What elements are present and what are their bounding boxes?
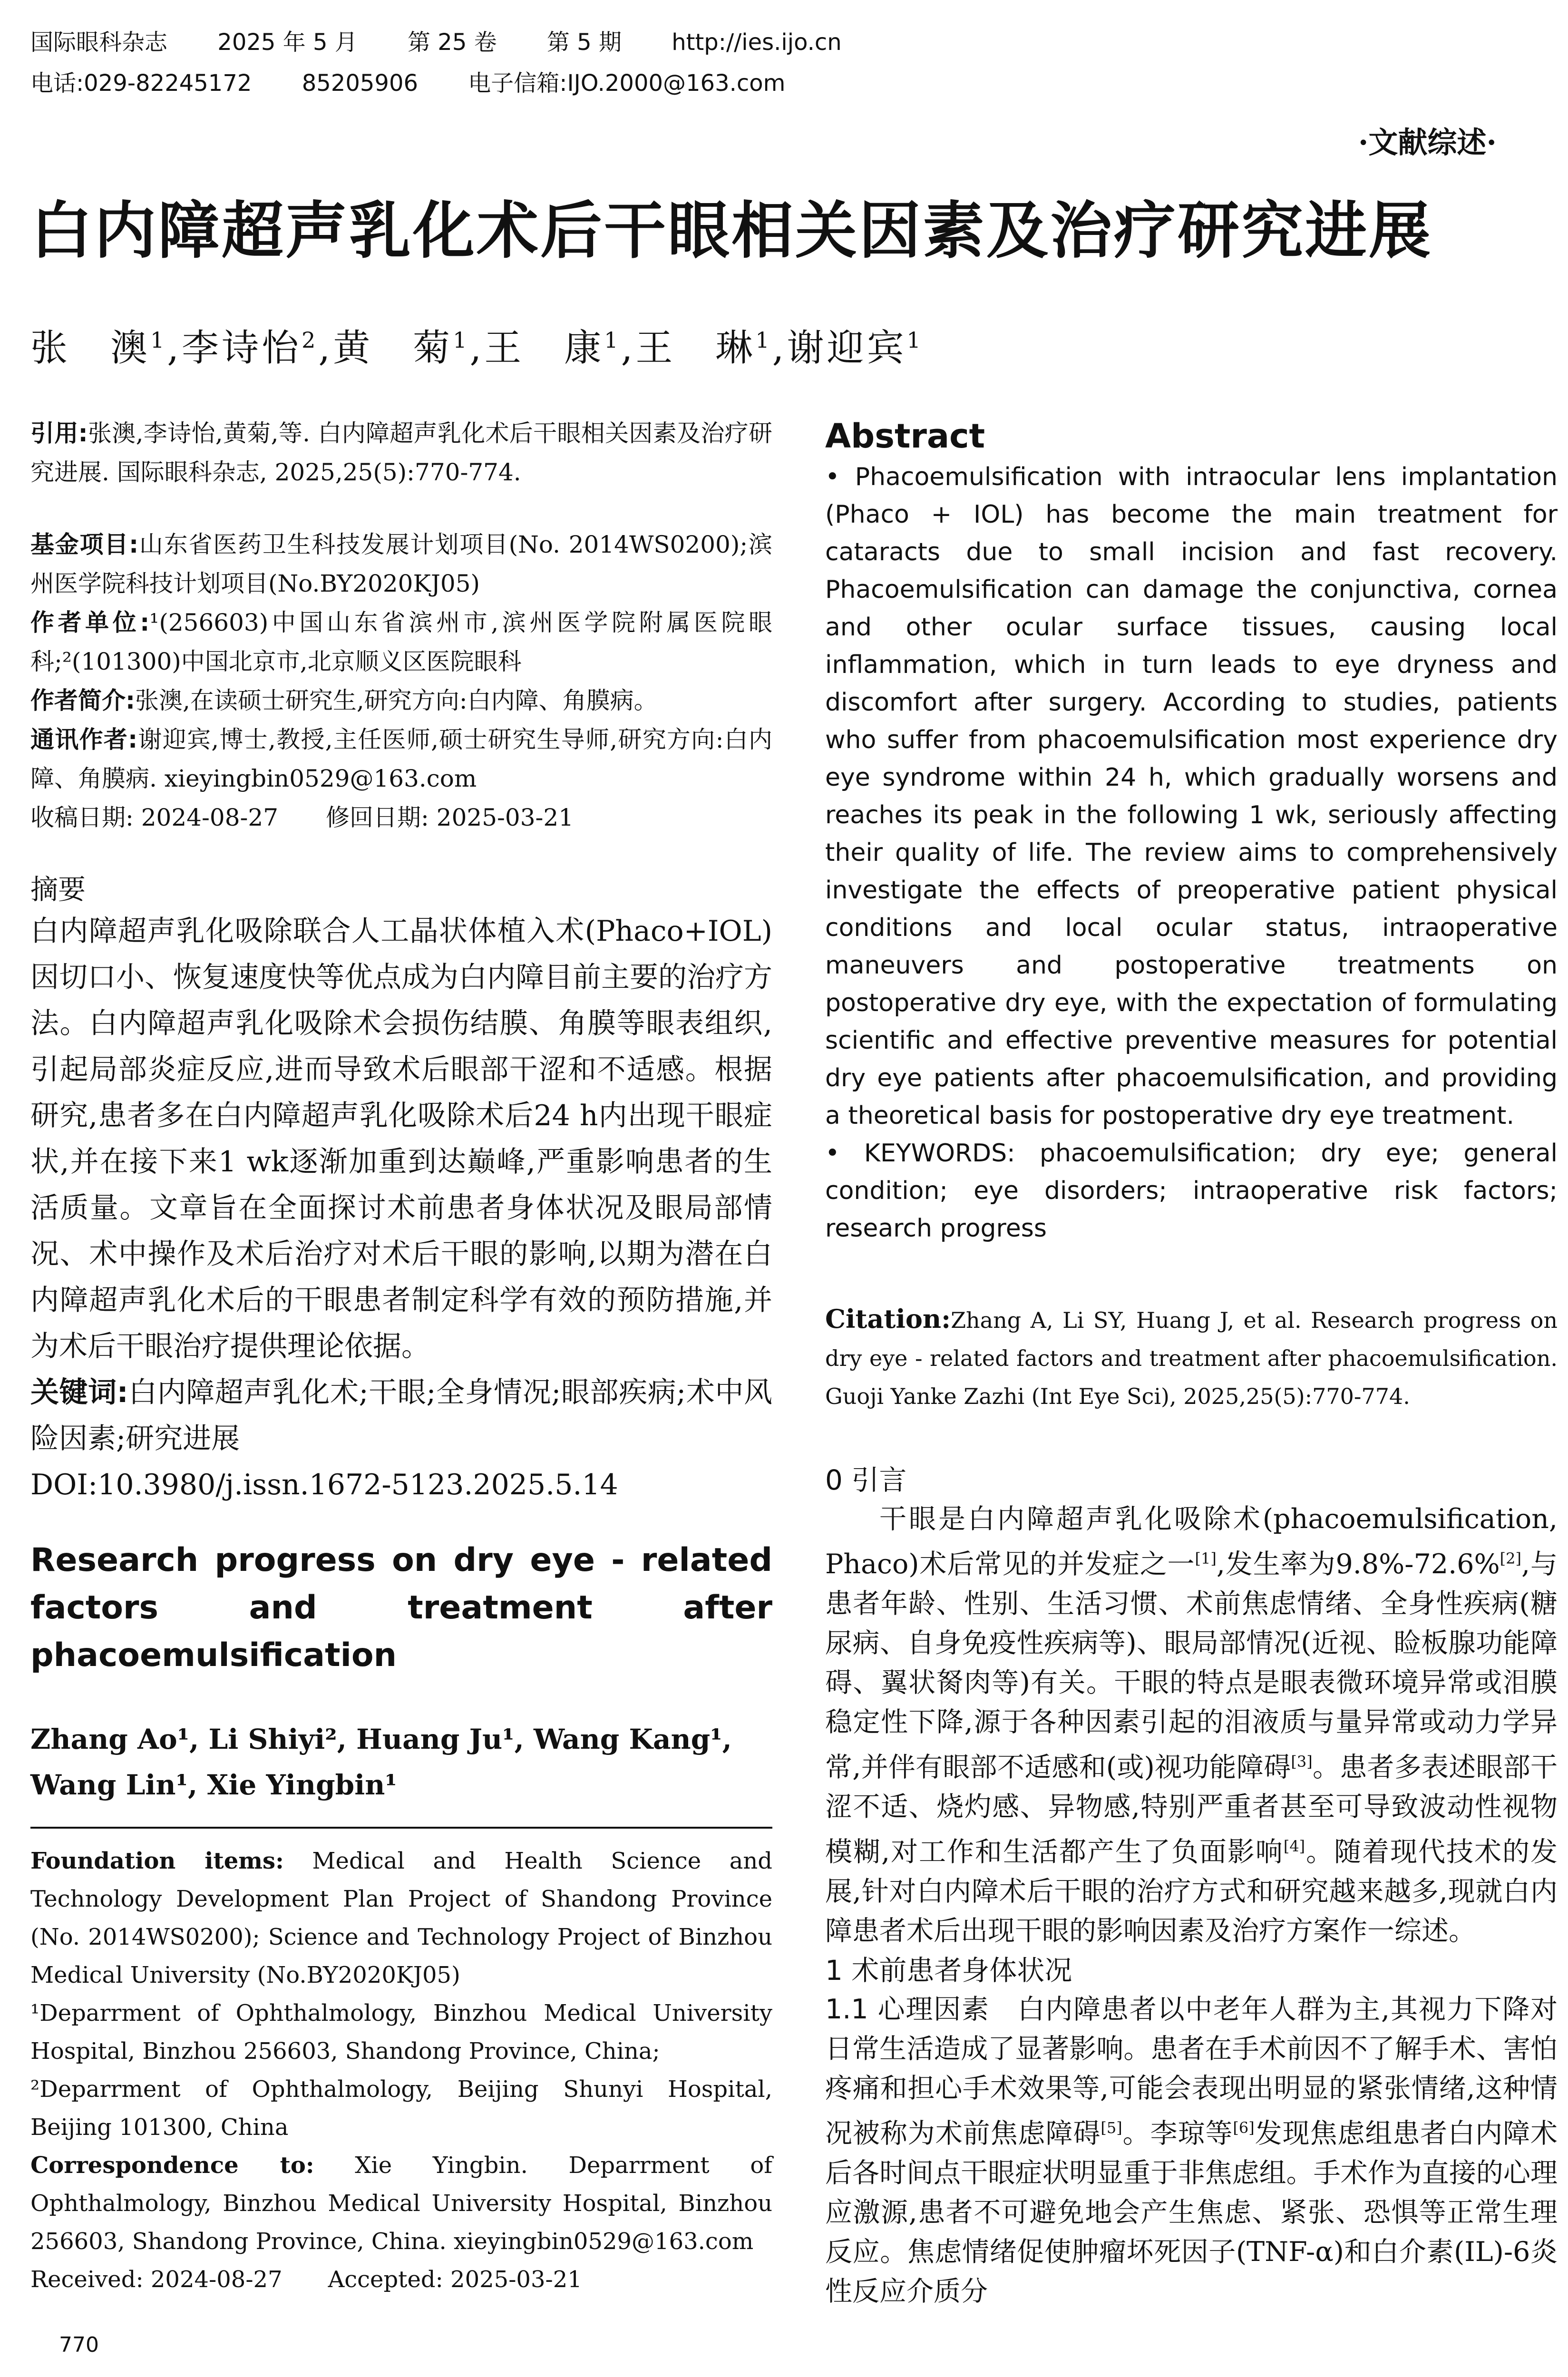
journal-url[interactable]: http://ies.ijo.cn bbox=[672, 29, 842, 56]
author-affiliation: 1 bbox=[453, 327, 470, 353]
citation-en-label: Citation: bbox=[825, 1304, 951, 1334]
page-number: 770 bbox=[59, 2333, 99, 2357]
volume: 第 25 卷 bbox=[408, 29, 497, 56]
author: 张 澳 bbox=[30, 327, 151, 370]
corr-text: 谢迎宾,博士,教授,主任医师,硕士研究生导师,研究方向:白内障、角膜病. xieyingbin0529@163.com bbox=[30, 726, 773, 792]
keywords-cn-label: 关键词: bbox=[30, 1376, 128, 1409]
abstract-cn-section bbox=[30, 870, 772, 1508]
author-list: 张 澳$^1$,李诗怡$^2$,黄 菊$^1$,王 康$^1$,王 琳$^1$,谢迎宾$^1$ bbox=[30, 327, 924, 370]
fund-info bbox=[30, 525, 772, 603]
bio-info bbox=[30, 681, 772, 720]
divider bbox=[30, 1827, 772, 1829]
journal-header-line-2 bbox=[30, 63, 885, 104]
fund-label: 基金项目: bbox=[30, 531, 139, 558]
intro-text: ,与患者年龄、性别、生活习惯、术前焦虑情绪、全身性疾病(糖尿病、自身免疫性疾病等)、眼局部情况(近视、睑板腺功能障碍、翼状胬肉等)有关。干眼的特点是眼表微环境异常或泪膜稳定性下降,源于各种因素引起的泪液质与量异常或动力学异常,并伴有眼部不适感和(或)视功能障碍 bbox=[825, 1549, 1558, 1783]
received-dates: 收稿日期: 2024-08-27 修回日期: 2025-03-21 bbox=[30, 804, 574, 831]
fund-text: 山东省医药卫生科技发展计划项目(No. 2014WS0200);滨州医学院科技计划项目(No.BY2020KJ05) bbox=[30, 531, 772, 597]
corr-label: 通讯作者: bbox=[30, 726, 138, 753]
article-title: 白内障超声乳化术后干眼相关因素及治疗研究进展 bbox=[30, 195, 1433, 267]
abstract-en-heading: Abstract bbox=[825, 417, 985, 456]
en-aff-2: ²Deparrment of Ophthalmology, Beijing Shunyi Hospital, Beijing 101300, China bbox=[30, 2076, 772, 2141]
en-corr bbox=[30, 2146, 772, 2260]
author: 谢迎宾 bbox=[787, 327, 907, 370]
author: 王 琳 bbox=[635, 327, 756, 370]
section-text: 。李琼等 bbox=[1122, 2118, 1233, 2149]
intro-paragraph bbox=[825, 1500, 1558, 1951]
intro-text: 干眼是白内障超声乳化吸除术(phacoemulsification, Phaco)术后常见的并发症之一 bbox=[825, 1503, 1558, 1580]
english-info bbox=[30, 1842, 772, 2299]
section-text: 发现焦虑组患者白内障术后各时间点干眼症状明显重于非焦虑组。手术作为直接的心理应激源,患者不可避免地会产生焦虑、紧张、恐惧等正常生理反应。焦虑情绪促使肿瘤坏死因子(TNF-α)和白介素(IL)-6炎性反应介质分 bbox=[825, 2118, 1558, 2307]
section-1-1-paragraph bbox=[825, 1990, 1558, 2311]
section-tag: ·文献综述· bbox=[1358, 125, 1497, 160]
keywords-en: • KEYWORDS: phacoemulsification; dry eye; general condition; eye disorders; intraoperative risk factors; research progress bbox=[825, 1139, 1558, 1243]
reference-mark[interactable]: [2] bbox=[1500, 1549, 1521, 1568]
author-affiliation: 1 bbox=[906, 327, 924, 353]
en-dates: Received: 2024-08-27 Accepted: 2025-03-21 bbox=[30, 2266, 582, 2293]
intro-text: 。随着现代技术的发展,针对白内障术后干眼的治疗方式和研究越来越多,现就白内障患者术后出现干眼的影响因素及治疗方案作一综述。 bbox=[825, 1836, 1558, 1947]
right-column bbox=[825, 414, 1558, 2311]
en-aff-1: ¹Deparrment of Ophthalmology, Binzhou Medical University Hospital, Binzhou 256603, Shandong Province, China; bbox=[30, 2000, 772, 2065]
citation-en bbox=[825, 1300, 1558, 1415]
abstract-en-text: • Phacoemulsification with intraocular lens implantation (Phaco + IOL) has become the main treatment for cataracts due to small incision and fast recovery. Phacoemulsification can damage the conjunctiva, cornea and other ocular surface tissues, causing local inflammation, which in turn leads to eye dryness and discomfort after surgery. According to studies, patients who suffer from phacoemulsification most experience dry eye syndrome within 24 h, which gradually worsens and reaches its peak in the following 1 wk, seriously affecting their quality of life. The review aims to comprehensively investigate the effects of preoperative patient physical conditions and local ocular status, intraoperative maneuvers and postoperative treatments on postoperative dry eye, with the expectation of formulating scientific and effective preventive measures for potential dry eye patients after phacoemulsification, and providing a theoretical basis for postoperative dry eye treatment. bbox=[825, 463, 1558, 1130]
author-affiliation: 1 bbox=[755, 327, 772, 353]
left-column bbox=[30, 414, 772, 2299]
section-1-1-heading: 1.1 心理因素 bbox=[825, 1994, 990, 2025]
citation-cn bbox=[30, 414, 772, 492]
citation-cn-label: 引用: bbox=[30, 419, 88, 447]
journal-header bbox=[30, 22, 885, 104]
citation-cn-text: 张澳,李诗怡,黄菊,等. 白内障超声乳化术后干眼相关因素及治疗研究进展. 国际眼科杂志, 2025,25(5):770-774. bbox=[30, 419, 773, 486]
phone-2: 85205906 bbox=[302, 70, 419, 97]
reference-mark[interactable]: [4] bbox=[1283, 1837, 1305, 1855]
section-text: 白内障患者以中老年人群为主,其视力下降对日常生活造成了显著影响。患者在手术前因不了解手术、害怕疼痛和担心手术效果等,可能会表现出明显的紧张情绪,这种情况被称为术前焦虑障碍 bbox=[825, 1994, 1558, 2149]
intro-heading: 0 引言 bbox=[825, 1464, 907, 1496]
reference-mark[interactable]: [6] bbox=[1233, 2119, 1255, 2137]
bio-text: 张澳,在读硕士研究生,研究方向:白内障、角膜病。 bbox=[135, 687, 658, 714]
unit-info bbox=[30, 603, 772, 681]
reference-mark[interactable]: [3] bbox=[1291, 1753, 1313, 1771]
abstract-cn-text: 白内障超声乳化吸除联合人工晶状体植入术(Phaco+IOL)因切口小、恢复速度快等优点成为白内障目前主要的治疗方法。白内障超声乳化吸除术会损伤结膜、角膜等眼表组织,引起局部炎症反应,进而导致术后眼部干涩和不适感。根据研究,患者多在白内障超声乳化吸除术后24 h内出现干眼症状,并在接下来1 wk逐渐加重到达巅峰,严重影响患者的生活质量。文章旨在全面探讨术前患者身体状况及眼局部情况、术中操作及术后治疗对术后干眼的影响,以期为潜在白内障超声乳化术后的干眼患者制定科学有效的预防措施,并为术后干眼治疗提供理论依据。 bbox=[30, 915, 772, 1363]
en-fund bbox=[30, 1842, 772, 1994]
keywords-cn bbox=[30, 1370, 772, 1462]
bio-label: 作者简介: bbox=[30, 687, 135, 714]
english-title: Research progress on dry eye - related factors and treatment after phacoemulsification bbox=[30, 1541, 772, 1674]
keywords-cn-text: 白内障超声乳化术;干眼;全身情况;眼部疾病;术中风险因素;研究进展 bbox=[30, 1376, 773, 1455]
english-authors: Zhang Ao¹, Li Shiyi², Huang Ju¹, Wang Kang¹, Wang Lin¹, Xie Yingbin¹ bbox=[30, 1723, 732, 1801]
journal-name: 国际眼科杂志 bbox=[30, 29, 168, 56]
phone: 电话:029-82245172 bbox=[30, 70, 252, 97]
unit-label: 作者单位: bbox=[30, 609, 150, 636]
author: 王 康 bbox=[484, 327, 604, 370]
en-fund-label: Foundation items: bbox=[30, 1848, 284, 1874]
author: 黄 菊 bbox=[333, 327, 453, 370]
citation-en-text: Zhang A, Li SY, Huang J, et al. Research progress on dry eye - related factors and treatment after phacoemulsification. Guoji Yanke Zazhi (Int Eye Sci), 2025,25(5):770-774. bbox=[825, 1307, 1558, 1409]
en-corr-text: Xie Yingbin. Deparrment of Ophthalmology, Binzhou Medical University Hospital, Binzhou 256603, Shandong Province, China. xieyingbin0529@163.com bbox=[30, 2152, 773, 2255]
issue-number: 第 5 期 bbox=[546, 29, 622, 56]
abstract-cn-heading: 摘要 bbox=[30, 873, 86, 906]
corr-info bbox=[30, 720, 772, 798]
author: 李诗怡 bbox=[182, 327, 302, 370]
reference-mark[interactable]: [5] bbox=[1101, 2119, 1122, 2137]
reference-mark[interactable]: [1] bbox=[1195, 1549, 1217, 1568]
en-fund-text: Medical and Health Science and Technology Development Plan Project of Shandong Province (No. 2014WS0200); Science and Technology Project of Binzhou Medical University (No.BY2020KJ05) bbox=[30, 1848, 772, 1988]
section-1-heading: 1 术前患者身体状况 bbox=[825, 1954, 1072, 1987]
journal-header-line-1 bbox=[30, 22, 885, 63]
article-info bbox=[30, 525, 772, 837]
email[interactable]: 电子信箱:IJO.2000@163.com bbox=[468, 70, 786, 97]
author-affiliation: 1 bbox=[150, 327, 167, 353]
author-affiliation: 1 bbox=[604, 327, 621, 353]
unit-text: ¹(256603)中国山东省滨州市,滨州医学院附属医院眼科;²(101300)中国北京市,北京顺义区医院眼科 bbox=[30, 609, 772, 675]
doi[interactable]: DOI:10.3980/j.issn.1672-5123.2025.5.14 bbox=[30, 1468, 618, 1501]
intro-text: 。患者多表述眼部干涩不适、烧灼感、异物感,特别严重者甚至可导致波动性视物模糊,对工作和生活都产生了负面影响 bbox=[825, 1752, 1558, 1868]
author-affiliation: 2 bbox=[302, 327, 319, 353]
en-corr-label: Correspondence to: bbox=[30, 2152, 314, 2179]
issue-date: 2025 年 5 月 bbox=[217, 29, 358, 56]
intro-text: ,发生率为9.8%-72.6% bbox=[1216, 1549, 1500, 1580]
